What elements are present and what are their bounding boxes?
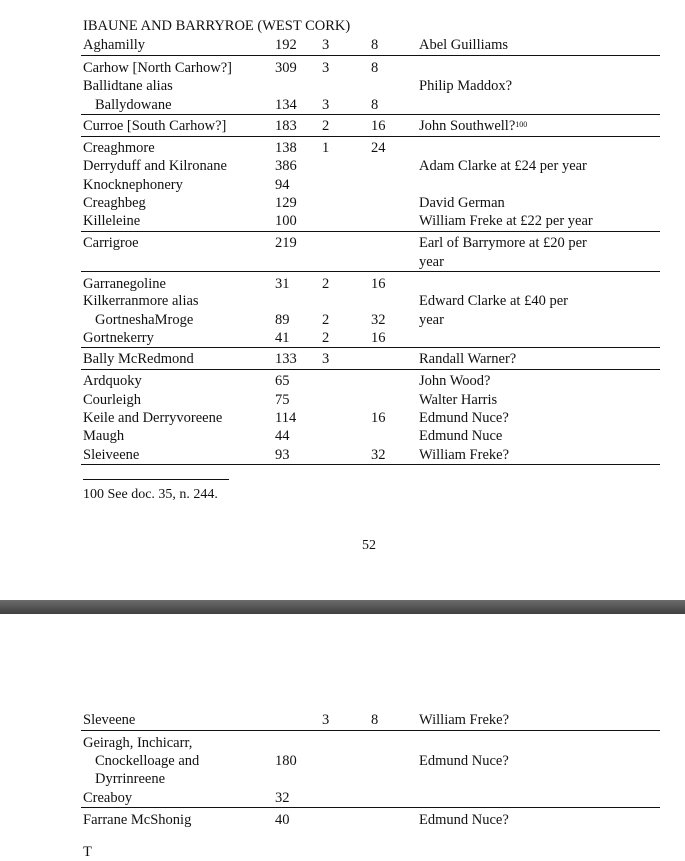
rule xyxy=(81,807,660,808)
rule xyxy=(81,55,660,56)
rule xyxy=(81,114,660,115)
rule xyxy=(81,136,660,137)
rule xyxy=(81,464,660,465)
footnote: 100 See doc. 35, n. 244. xyxy=(83,487,218,502)
document-page-52: IBAUNE AND BARRYROE (WEST CORK) Aghamilly 192 3 8 Abel Guilliams Carhow [North Carhow?] 309 3 8 Ballidtane alias Philip Maddox? Ballydowane 134 3 8 Curroe [South Carhow?] 183 2 16 John Southwell?$^{100}$ Creaghmore 138 1 24 Derryduff and Kilronane 386 Adam Clarke at £24 per year Knocknephonery 94 Creaghbeg 129 David German Killeleine 100 William Freke at £22 per year Carrigroe 219 Earl of Barrymore at £20 per year Garranegoline 31 2 16 Kilkerranmore alias Edward Clarke at £40 per GortneshaMroge 89 2 32 year Gortnekerry 41 2 16 Bally McRedmond 133 3 Randall Warner? Ardquoky 65 John Wood? Courleigh 75 Walter Harris Keile and Derryvoreene 114 16 Edmund Nuce? Maugh 44 Edmund Nuce Sleiveene 93 32 William Freke? 100 See doc. 35, n. 244. 52 xyxy=(0,0,685,600)
rule xyxy=(81,271,660,272)
rule xyxy=(81,369,660,370)
page-number: 52 xyxy=(362,538,376,553)
document-page-53: Sleveene 3 8 William Freke? Geiragh, Inchicarr, Cnockelloage and 180 Edmund Nuce? Dyrrinreene Creaboy 32 Farrane McShonig 40 Edmund Nuce? T xyxy=(0,614,685,851)
footnote-rule xyxy=(83,479,229,480)
section-heading: IBAUNE AND BARRYROE (WEST CORK) xyxy=(83,18,351,34)
cutoff-text: T xyxy=(83,844,92,860)
rule xyxy=(81,231,660,232)
rule xyxy=(81,347,660,348)
rule xyxy=(81,730,660,731)
page-separator xyxy=(0,600,685,614)
footnote-ref: 100 xyxy=(515,120,528,129)
